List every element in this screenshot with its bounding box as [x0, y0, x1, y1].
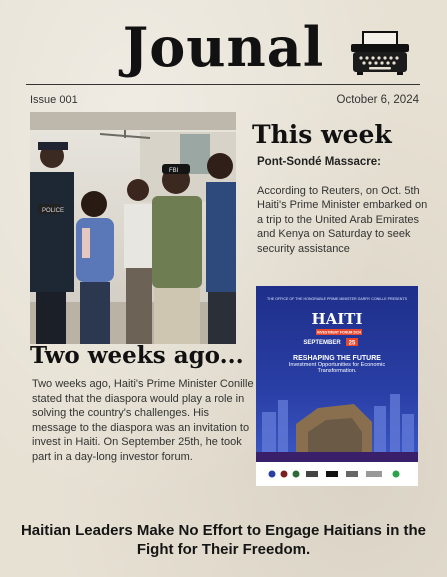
typewriter-icon [349, 30, 411, 76]
cap-text: FBI [169, 168, 179, 174]
this-week-subheading: Pont-Sondé Massacre: [257, 156, 381, 168]
this-week-body: According to Reuters, on Oct. 5th Haiti's Prime Minister embarked on a trip to the United Arab Emirates and Kenya on Saturday to seek security assistance [257, 185, 428, 255]
poster-tagline-body: Investment Opportunities for Economic Transformation. [288, 362, 386, 375]
poster-day: 25 [348, 340, 356, 347]
poster-office-line: THE OFFICE OF THE HONORABLE PRIME MINISTER GARRY CONILLE PRESENTS [267, 297, 407, 301]
two-weeks-body: Two weeks ago, Haiti's Prime Minister Conille stated that the diaspora would play a role in solving the country's challenges. His message to the diaspora was an invitation to invest in Haiti. On September 25th, he took part in a day-long investor forum. [32, 378, 254, 463]
news-photo [30, 112, 236, 344]
this-week-heading: This week [252, 120, 392, 149]
two-weeks-heading: Two weeks ago... [30, 342, 244, 369]
masthead-title: Jounal [122, 15, 325, 79]
investment-forum-poster [256, 286, 418, 486]
poster-month: SEPTEMBER [303, 340, 341, 346]
poster-forum: INVESTMENT FORUM 2024 [317, 330, 361, 335]
poster-tagline-title: RESHAPING THE FUTURE [293, 355, 381, 362]
issue-date: October 6, 2024 [336, 94, 419, 106]
masthead-divider [26, 84, 420, 85]
police-badge-text: POLICE [42, 208, 65, 214]
front-page-headline: Haitian Leaders Make No Effort to Engage Haitians in the Fight for Their Freedom. [20, 522, 427, 558]
issue-number: Issue 001 [30, 94, 78, 106]
poster-logo: HAITI [311, 310, 363, 328]
